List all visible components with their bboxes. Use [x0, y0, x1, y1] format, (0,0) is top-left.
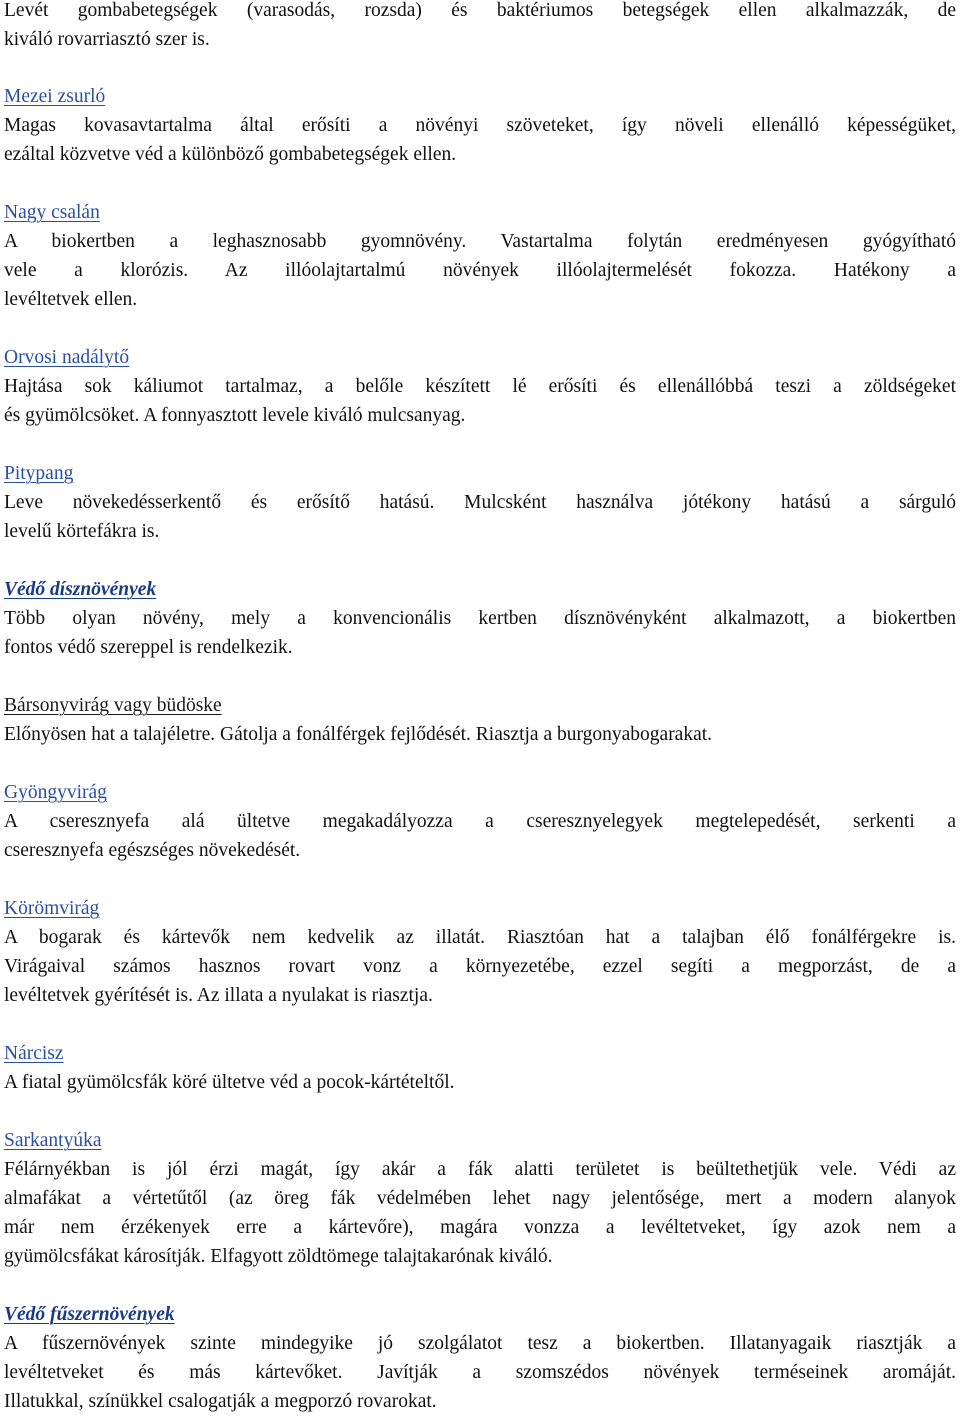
section-heading: Körömvirág: [4, 898, 100, 919]
section-heading: Nagy csalán: [4, 202, 100, 223]
paragraph-line: fontos védő szereppel is rendelkezik.: [4, 637, 293, 658]
section-heading: Mezei zsurló: [4, 86, 106, 107]
paragraph-line: levéltetveket és más kártevőket. Javítják a szomszédos növények terméseinek aromáját.: [4, 1362, 956, 1383]
paragraph-line: Hajtása sok káliumot tartalmaz, a belőle készített lé erősíti és ellenállóbbá teszi a zöldségeket: [4, 376, 956, 397]
paragraph-line: Leve növekedésserkentő és erősítő hatású. Mulcsként használva jótékony hatású a sárguló: [4, 492, 956, 513]
section-intro: [4, 0, 956, 54]
paragraph-line: kiváló rovarriasztó szer is.: [4, 29, 210, 50]
paragraph-line: A bogarak és kártevők nem kedvelik az illatát. Riasztóan hat a talajban élő fonálférgekre is.: [4, 927, 956, 948]
paragraph-line: A fűszernövények szinte mindegyike jó szolgálatot tesz a biokertben. Illatanyagaik riasztják a: [4, 1333, 956, 1354]
paragraph-line: ezáltal közvetve véd a különböző gombabetegségek ellen.: [4, 144, 457, 165]
paragraph-line: és gyümölcsöket. A fonnyasztott levele kiváló mulcsanyag.: [4, 405, 466, 426]
section-heading: Nárcisz: [4, 1043, 64, 1064]
section-vedo-disznovenyek: [4, 575, 956, 662]
section-heading: Orvosi nadálytő: [4, 347, 130, 368]
section-heading: Gyöngyvirág: [4, 782, 107, 803]
section-heading: Pitypang: [4, 463, 74, 484]
section-sarkantyuka: [4, 1126, 956, 1271]
paragraph-line: Félárnyékban is jól érzi magát, így akár a fák alatti területet is beültethetjük vele. Védi az: [4, 1159, 956, 1180]
section-mezei-zsurlo: [4, 82, 956, 169]
paragraph-line: már nem érzékenyek erre a kártevőre), magára vonzza a levéltetveket, így azok nem a: [4, 1217, 956, 1238]
paragraph-line: A cseresznyefa alá ültetve megakadályozza a cseresznyelegyek megtelepedését, serkenti a: [4, 811, 956, 832]
category-heading: Védő fűszernövények: [4, 1304, 175, 1325]
section-orvosi-nadalyto: [4, 343, 956, 430]
paragraph-line: cseresznyefa egészséges növekedését.: [4, 840, 301, 861]
paragraph-line: Magas kovasavtartalma által erősíti a növényi szöveteket, így növeli ellenálló képességüket,: [4, 115, 956, 136]
section-nagy-csalan: [4, 198, 956, 314]
paragraph-line: Levét gombabetegségek (varasodás, rozsda) és baktériumos betegségek ellen alkalmazzák, de: [4, 0, 956, 21]
paragraph-line: almafákat a vértetűtől (az öreg fák védelmében lehet nagy jelentősége, mert a modern alanyok: [4, 1188, 956, 1209]
paragraph-line: Virágaival számos hasznos rovart vonz a környezetébe, ezzel segíti a megporzást, de a: [4, 956, 956, 977]
paragraph-line: levelű körtefákra is.: [4, 521, 160, 542]
paragraph-line: gyümölcsfákat károsítják. Elfagyott zöldtömege talajtakarónak kiváló.: [4, 1246, 553, 1267]
section-gyongyvirag: [4, 778, 956, 865]
section-koromvirag: [4, 894, 956, 1010]
paragraph-line: Illatukkal, színükkel csalogatják a megporzó rovarokat.: [4, 1391, 437, 1412]
section-barsonyvirag: [4, 691, 956, 749]
section-heading: Bársonyvirág vagy büdöske: [4, 695, 222, 716]
paragraph-line: Előnyösen hat a talajéletre. Gátolja a fonálférgek fejlődését. Riasztja a burgonyabogarakat.: [4, 724, 713, 745]
paragraph-line: levéltetvek ellen.: [4, 289, 138, 310]
category-heading: Védő dísznövények: [4, 579, 157, 600]
paragraph-line: A fiatal gyümölcsfák köré ültetve véd a pocok-kártételtől.: [4, 1072, 455, 1093]
paragraph-line: levéltetvek gyérítését is. Az illata a nyulakat is riasztja.: [4, 985, 433, 1006]
paragraph-line: A biokertben a leghasznosabb gyomnövény. Vastartalma folytán eredményesen gyógyítható: [4, 231, 956, 252]
section-vedo-fuszernovenyek: [4, 1300, 956, 1416]
paragraph-line: Több olyan növény, mely a konvencionális kertben dísznövényként alkalmazott, a biokertben: [4, 608, 956, 629]
section-pitypang: [4, 459, 956, 546]
section-heading: Sarkantyúka: [4, 1130, 102, 1151]
section-narcisz: [4, 1039, 956, 1097]
paragraph-line: vele a klorózis. Az illóolajtartalmú növények illóolajtermelését fokozza. Hatékony a: [4, 260, 956, 281]
